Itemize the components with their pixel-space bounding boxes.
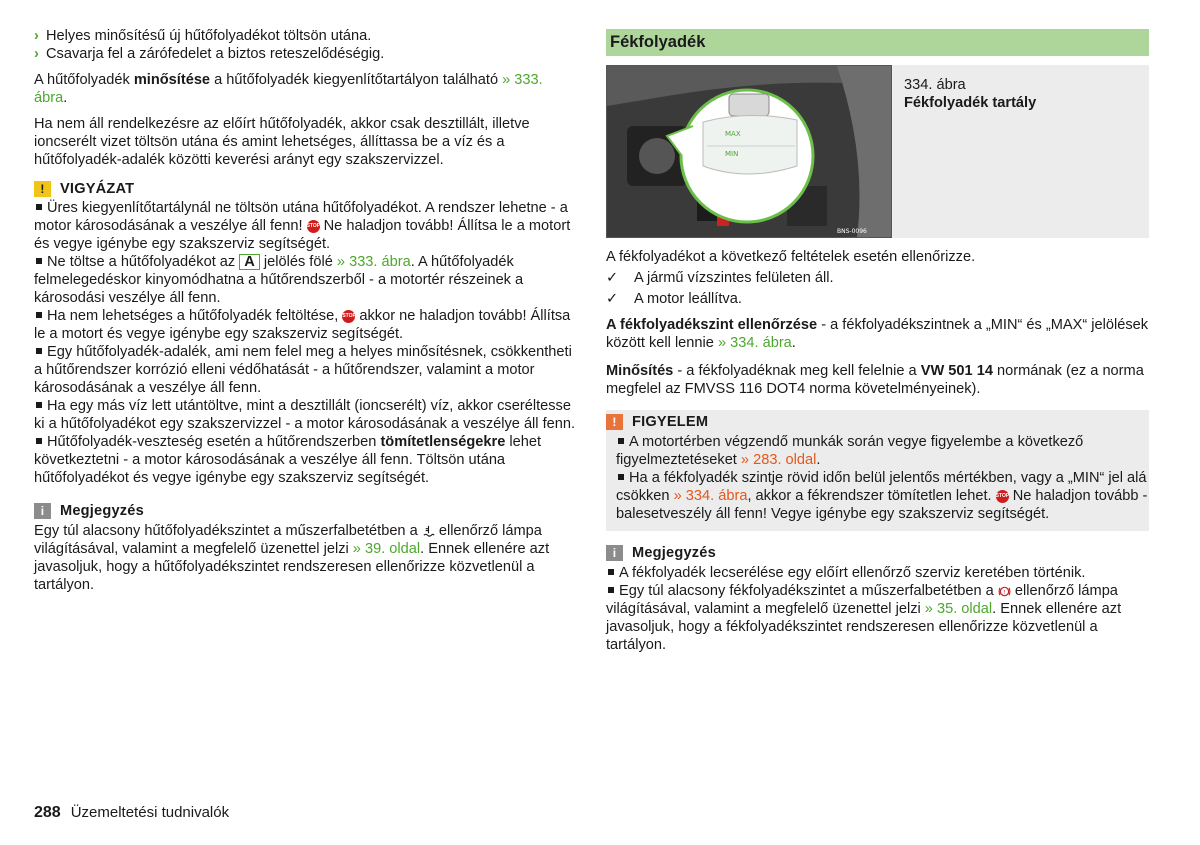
chevron-right-icon: › [34,46,39,62]
brake-warning-lamp-icon [998,585,1011,598]
svg-text:!: ! [1003,589,1006,596]
footer-section-title: Üzemeltetési tudnivalók [70,804,230,821]
page-footer [34,804,229,822]
step-2: › Csavarja fel a zárófedelet a biztos reteszelődéségig. [34,46,385,62]
stop-icon: STOP [307,220,320,233]
figure-333-link[interactable]: » 333. ábra [336,254,411,270]
warning-icon: ! [606,414,623,430]
figure-title: Fékfolyadék tartály [904,95,1037,111]
warning-item: Hűtőfolyadék-veszteség esetén a hűtőrendszerben tömítetlenségekre lehet következtetni - a motor károsodásának a veszélye áll fenn. Töltsön utána hűtőfolyadékot és vegye igénybe egy szakszerviz segítségét. [34,434,542,486]
left-column [34,27,580,594]
brake-level-paragraph: A fékfolyadékszint ellenőrzése - a fékfolyadékszintnek a „MIN“ és „MAX“ jelölések között kell lennie » 334. ábra. [606,317,1149,351]
stop-icon: STOP [342,310,355,323]
intro-text: A fékfolyadékot a következő feltételek esetén ellenőrizze. [606,249,976,265]
page-283-link[interactable]: » 283. oldal [740,452,817,468]
figure-code: BNS-0096 [837,228,867,235]
check-item: ✓ A jármű vízszintes felületen áll. [606,270,834,286]
warning-box [606,410,1149,531]
brake-quality-paragraph: Minősítés - a fékfolyadéknak meg kell felelnie a VW 501 14 normának (ez a norma megfelel az FMVSS 116 DOT4 norma követelményeinek). [606,363,1144,397]
figure-label: 334. ábra [904,77,966,93]
max-mark: MAX [725,130,741,138]
note-heading: i Megjegyzés [606,544,1149,562]
warning-item: Egy hűtőfolyadék-adalék, ami nem felel meg a helyes minősítésnek, csökkentheti a hűtőrendszer korrózió elleni védőhatását - a hűtőrendszer, valamint a motor károsodásának a veszélye áll fenn. [34,344,572,396]
marker-a-label: A [239,254,260,270]
warning-icon: ! [34,181,51,197]
page-number: 288 [34,804,61,821]
page-39-link[interactable]: » 39. oldal [352,541,421,557]
page-35-link[interactable]: » 35. oldal [924,601,993,617]
coolant-warning-lamp-icon [422,525,435,538]
info-icon: i [606,545,623,561]
note-box [34,502,580,594]
min-mark: MIN [725,150,739,158]
distilled-water-paragraph: Ha nem áll rendelkezésre az előírt hűtőfolyadék, akkor csak desztillált, illetve ioncserélt vizet töltsön utána és amint lehetséges, állíttassa be a víz és a hűtőfolyadék-adalék közötti keverési arányt egy szakszervizzel. [34,116,530,168]
figure-334-link[interactable]: » 334. ábra [717,335,792,351]
right-column [606,29,1149,654]
info-icon: i [34,503,51,519]
checkmark-icon: ✓ [606,291,619,307]
warning-item: Ha a fékfolyadék szintje rövid időn belül jelentős mértékben, vagy a „MIN“ jel alá csökken » 334. ábra, akkor a fékrendszer tömítetlen lehet. STOP Ne haladjon tovább - balesetveszély áll fenn! Vegye igénybe egy szakszerviz segítségét. [616,470,1148,522]
section-title: Fékfolyadék [606,29,1149,56]
note-box [606,544,1149,654]
figure-334 [606,65,1149,238]
engine-bay-illustration [607,66,891,237]
note-text: Egy túl alacsony hűtőfolyadékszintet a műszerfalbetétben a ellenőrző lámpa világításával, valamint a megfelelő üzenettel jelzi » 39. oldal. Ennek ellenére azt javasoljuk, hogy a hűtőfolyadékszintet rendszeresen ellenőrizze közvetlenül a tartályon. [34,523,550,593]
warning-heading: ! FIGYELEM [606,413,1149,431]
brake-fluid-reservoir-image [606,65,892,238]
coolant-quality-paragraph: A hűtőfolyadék minősítése a hűtőfolyadék kiegyenlítőtartályon található » 333. ábra. [34,72,543,106]
warning-item: Ne töltse a hűtőfolyadékot az A jelölés fölé » 333. ábra. A hűtőfolyadék felmelegedéskor kinyomódhatna a hűtőrendszerből - a motortér részeinek a károsodási veszélye áll fenn. [34,254,524,306]
warning-item: Ha egy más víz lett utántöltve, mint a desztillált (ioncserélt) víz, akkor cseréltesse ki a hűtőfolyadékot egy szakszervizzel - a motor károsodásának a veszélye áll fenn. [34,398,576,432]
warning-heading: ! VIGYÁZAT [34,180,580,198]
warning-item: Üres kiegyenlítőtartálynál ne töltsön utána hűtőfolyadékot. A rendszer lehetne - a motor károsodásának a veszélye áll fenn! STOP Ne haladjon tovább! Állítsa le a motort és vegye igénybe egy szakszerviz segítségét. [34,200,571,252]
note-item: Egy túl alacsony fékfolyadékszintet a műszerfalbetétben a ! ellenőrző lámpa világításával, valamint a megfelelő üzenettel jelzi » 35. oldal. Ennek ellenére azt javasoljuk, hogy a fékfolyadékszintet rendszeresen ellenőrizze közvetlenül a tartályon. [606,583,1122,653]
check-item: ✓ A motor leállítva. [606,291,742,307]
figure-333-link[interactable]: » 333. ábra [34,72,543,106]
step-1: › Helyes minősítésű új hűtőfolyadékot töltsön utána. [34,28,372,44]
warning-box [34,180,580,487]
warning-item: Ha nem lehetséges a hűtőfolyadék feltöltése, STOP akkor ne haladjon tovább! Állítsa le a motort és vegye igénybe egy szakszerviz segítségét. [34,308,571,342]
note-heading: i Megjegyzés [34,502,580,520]
note-item: A fékfolyadék lecserélése egy előírt ellenőrző szerviz keretében történik. [606,564,1149,582]
checkmark-icon: ✓ [606,270,619,286]
figure-caption [892,65,1036,238]
figure-334-link[interactable]: » 334. ábra [673,488,748,504]
chevron-right-icon: › [34,28,39,44]
stop-icon: STOP [996,490,1009,503]
warning-item: A motortérben végzendő munkák során vegye figyelembe a következő figyelmeztetéseket » 283. oldal. [616,434,1084,468]
